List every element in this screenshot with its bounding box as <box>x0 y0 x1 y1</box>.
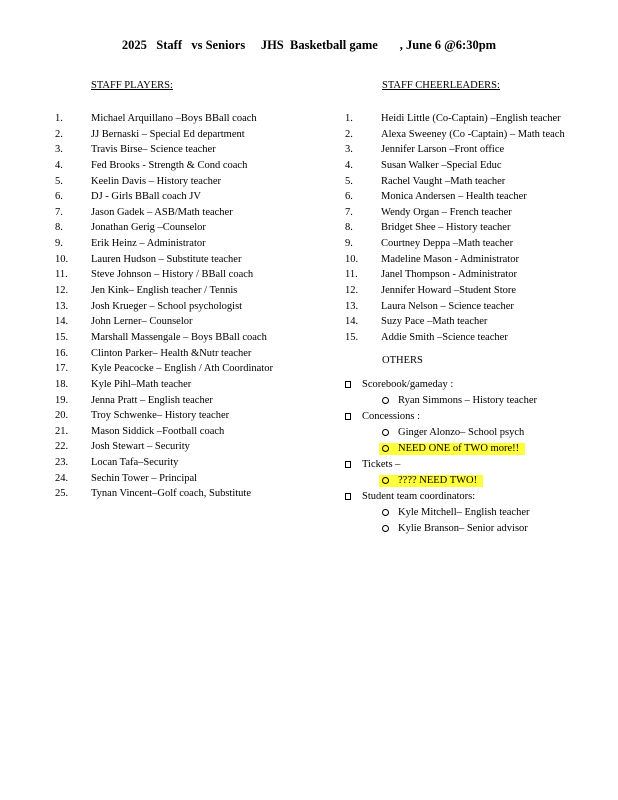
item-text: Steve Johnson – History / BBall coach <box>91 269 254 281</box>
item-text: Addie Smith –Science teacher <box>381 331 508 343</box>
item-text: Jason Gadek – ASB/Math teacher <box>91 206 233 218</box>
coordinator-name: Kyle Mitchell– English teacher <box>398 507 530 518</box>
item-text: Laura Nelson – Science teacher <box>381 300 514 312</box>
item-number: 11. <box>345 269 358 281</box>
item-text: JJ Bernaski – Special Ed department <box>91 128 245 140</box>
item-number: 10. <box>55 253 69 265</box>
item-number: 9. <box>55 238 63 250</box>
item-number: 10. <box>345 253 359 265</box>
tickets-need-note: ???? NEED TWO! <box>398 475 478 486</box>
item-text: Courtney Deppa –Math teacher <box>381 238 514 250</box>
item-text: Kyle Peacocke – English / Ath Coordinator <box>91 363 273 375</box>
item-text: Jennifer Howard –Student Store <box>381 285 517 297</box>
item-number: 13. <box>345 300 359 312</box>
item-number: 23. <box>55 457 69 469</box>
concessions-need-note: NEED ONE of TWO more!! <box>398 443 520 454</box>
item-number: 22. <box>55 441 69 453</box>
circle-bullet-icon <box>382 445 389 452</box>
item-text: Monica Andersen – Health teacher <box>381 191 527 203</box>
item-text: Jonathan Gerig –Counselor <box>91 222 206 234</box>
circle-bullet-icon <box>382 429 389 436</box>
square-bullet-icon <box>345 461 351 468</box>
item-text: Tynan Vincent–Golf coach, Substitute <box>91 488 251 500</box>
item-text: Wendy Organ – French teacher <box>381 206 512 218</box>
item-number: 8. <box>55 222 63 234</box>
item-text: Locan Tafa–Security <box>91 457 179 469</box>
item-number: 14. <box>55 316 69 328</box>
scorebook-volunteer: Ryan Simmons – History teacher <box>398 395 537 406</box>
circle-bullet-icon <box>382 477 389 484</box>
item-number: 13. <box>55 300 69 312</box>
item-number: 17. <box>55 363 69 375</box>
item-number: 4. <box>55 159 63 171</box>
item-text: Sechin Tower – Principal <box>91 472 198 484</box>
item-text: Josh Stewart – Security <box>91 441 190 453</box>
staff-cheerleaders-heading: STAFF CHEERLEADERS: <box>382 80 500 91</box>
item-text: Alexa Sweeney (Co -Captain) – Math teach <box>381 128 565 140</box>
item-number: 14. <box>345 316 359 328</box>
item-number: 5. <box>345 175 353 187</box>
item-number: 2. <box>345 128 353 140</box>
item-text: Madeline Mason - Administrator <box>381 253 519 265</box>
item-text: Clinton Parker– Health &Nutr teacher <box>91 347 252 359</box>
item-number: 6. <box>345 191 353 203</box>
item-text: Jennifer Larson –Front office <box>381 144 505 156</box>
others-heading: OTHERS <box>382 355 423 366</box>
item-number: 25. <box>55 488 69 500</box>
item-number: 18. <box>55 378 69 390</box>
item-number: 6. <box>55 191 63 203</box>
item-number: 19. <box>55 394 69 406</box>
item-number: 24. <box>55 472 69 484</box>
item-text: Bridget Shee – History teacher <box>381 222 511 234</box>
item-text: Michael Arquillano –Boys BBall coach <box>91 113 257 124</box>
circle-bullet-icon <box>382 525 389 532</box>
circle-bullet-icon <box>382 397 389 404</box>
item-text: Troy Schwenke– History teacher <box>91 410 230 422</box>
item-text: John Lerner– Counselor <box>91 316 193 328</box>
staff-players-heading: STAFF PLAYERS: <box>91 80 173 91</box>
item-number: 4. <box>345 159 353 171</box>
item-text: Josh Krueger – School psychologist <box>91 300 243 312</box>
item-number: 7. <box>55 206 63 218</box>
item-number: 8. <box>345 222 353 234</box>
item-number: 12. <box>345 285 359 297</box>
item-number: 3. <box>345 144 353 156</box>
item-number: 5. <box>55 175 63 187</box>
coordinators-label: Student team coordinators: <box>362 491 476 502</box>
item-text: Rachel Vaught –Math teacher <box>381 175 506 187</box>
tickets-label: Tickets – <box>362 459 401 470</box>
item-number: 2. <box>55 128 63 140</box>
item-text: Heidi Little (Co-Captain) –English teacher <box>381 113 561 124</box>
item-number: 21. <box>55 425 69 437</box>
item-text: Marshall Massengale – Boys BBall coach <box>91 331 267 343</box>
item-text: Susan Walker –Special Educ <box>381 159 502 171</box>
square-bullet-icon <box>345 381 351 388</box>
item-text: Fed Brooks - Strength & Cond coach <box>91 159 248 171</box>
item-number: 11. <box>55 269 68 281</box>
scorebook-label: Scorebook/gameday : <box>362 379 454 390</box>
concessions-label: Concessions : <box>362 411 421 422</box>
item-text: Jen Kink– English teacher / Tennis <box>91 285 238 297</box>
item-number: 9. <box>345 238 353 250</box>
item-number: 15. <box>55 331 69 343</box>
square-bullet-icon <box>345 493 351 500</box>
item-number: 1. <box>55 113 63 124</box>
item-text: Kyle Pihl–Math teacher <box>91 378 192 390</box>
document-title: 2025 Staff vs Seniors JHS Basketball game , June 6 @6:30pm <box>121 38 497 52</box>
square-bullet-icon <box>345 413 351 420</box>
concessions-volunteer: Ginger Alonzo– School psych <box>398 427 525 438</box>
circle-bullet-icon <box>382 509 389 516</box>
item-number: 1. <box>345 113 353 124</box>
item-text: Lauren Hudson – Substitute teacher <box>91 253 242 265</box>
item-text: Erik Heinz – Administrator <box>91 238 206 250</box>
item-number: 15. <box>345 331 359 343</box>
item-text: Keelin Davis – History teacher <box>91 175 222 187</box>
item-text: Jenna Pratt – English teacher <box>91 394 213 406</box>
coordinator-name: Kylie Branson– Senior advisor <box>398 523 528 534</box>
item-number: 7. <box>345 206 353 218</box>
item-text: Suzy Pace –Math teacher <box>381 316 488 328</box>
item-number: 3. <box>55 144 63 156</box>
item-number: 20. <box>55 410 69 422</box>
item-text: Janel Thompson - Administrator <box>381 269 518 281</box>
item-text: DJ - Girls BBall coach JV <box>91 191 201 203</box>
item-number: 16. <box>55 347 69 359</box>
item-text: Mason Siddick –Football coach <box>91 425 225 437</box>
item-text: Travis Birse– Science teacher <box>91 144 216 156</box>
item-number: 12. <box>55 285 69 297</box>
